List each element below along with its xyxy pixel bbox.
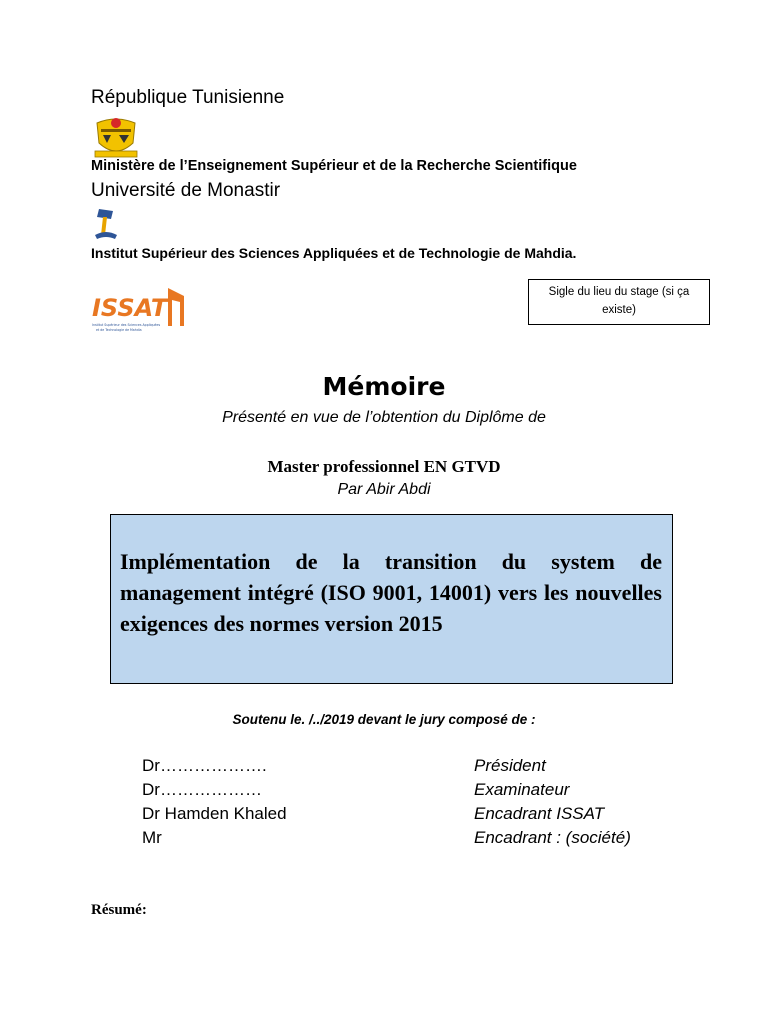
jury-member-name: Dr……………… (142, 780, 262, 799)
ministry-name: Ministère de l’Enseignement Supérieur et de la Recherche Scientifique (91, 158, 577, 174)
jury-member-role: Encadrant ISSAT (474, 804, 605, 823)
university-logo-icon (91, 205, 121, 243)
author-line: Par Abir Abdi (337, 481, 431, 498)
presented-line: Présenté en vue de l’obtention du Diplôme de (222, 409, 546, 426)
jury-member-role: Président (474, 756, 546, 775)
jury-member-role: Encadrant : (société) (474, 828, 631, 847)
issat-logo (88, 286, 188, 336)
issat-logo-text: ISSAT (92, 294, 168, 322)
jury-member-name: Mr (142, 828, 162, 847)
coat-of-arms-icon (91, 113, 141, 161)
institute-name: Institut Supérieur des Sciences Appliquées et de Technologie de Mahdia. (91, 245, 577, 261)
university-name: Université de Monastir (91, 180, 281, 201)
document-title: Mémoire (322, 372, 446, 401)
jury-member-name: Dr Hamden Khaled (142, 804, 287, 823)
summary-heading: Résumé: (91, 902, 147, 918)
jury-member-name: Dr………………. (142, 756, 267, 775)
defense-statement: Soutenu le. /../2019 devant le jury composé de : (232, 712, 536, 727)
diploma-name: Master professionnel EN GTVD (267, 457, 501, 476)
internship-acronym-box: Sigle du lieu du stage (si ça existe) (528, 279, 710, 325)
thesis-title: Implémentation de la transition du system de management intégré (ISO 9001, 14001) vers les nouvelles exigences des normes version 2015 (120, 549, 662, 636)
svg-text:Institut Supérieur des Science: Institut Supérieur des Sciences Appliquées (92, 323, 161, 327)
jury-member-role: Examinateur (474, 780, 570, 799)
republic-heading: République Tunisienne (91, 87, 285, 108)
svg-text:et de Technologie de Mahdia: et de Technologie de Mahdia (96, 328, 142, 332)
